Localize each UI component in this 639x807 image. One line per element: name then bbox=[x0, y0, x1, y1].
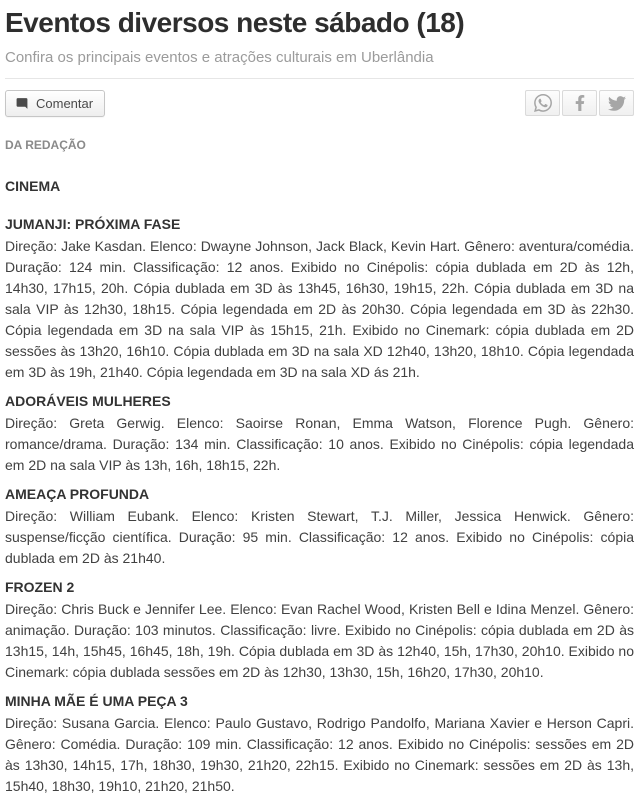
page-subtitle: Confira os principais eventos e atrações culturais em Uberlândia bbox=[5, 49, 434, 66]
movie-entry-ameaca-profunda bbox=[5, 486, 634, 569]
byline: DA REDAÇÃO bbox=[5, 138, 86, 152]
movie-details: Direção: Jake Kasdan. Elenco: Dwayne Johnson, Jack Black, Kevin Hart. Gênero: aventura/comédia. Duração: 124 min. Classificação: 12 anos. Exibido no Cinépolis: cópia dublada em 2D às 12h, 14h30, 17h15, 20h. Cópia dublada em 3D às 13h45, 16h30, 19h15, 22h. Cópia dublada em 3D na sala VIP às 12h30, 18h15. Cópia legendada em 2D às 20h30. Cópia legendada em 3D às 22h30. Cópia legendada em 3D na sala VIP às 15h15, 21h. Exibido no Cinemark: cópia dublada em 2D sessões às 13h20, 16h10. Cópia dublada em 3D na sala XD 12h40, 13h20, 18h10. Cópia legendada em 3D às 19h, 21h40. Cópia legendada em 3D na sala XD ás 21h. bbox=[5, 238, 634, 380]
header-divider bbox=[5, 78, 634, 79]
movie-title: JUMANJI: PRÓXIMA FASE bbox=[5, 216, 181, 232]
movie-title: FROZEN 2 bbox=[5, 579, 75, 595]
whatsapp-icon bbox=[534, 94, 552, 112]
movie-details: Direção: Chris Buck e Jennifer Lee. Elenco: Evan Rachel Wood, Kristen Bell e Idina Menzel. Gênero: animação. Duração: 103 minutos. Classificação: livre. Exibido no Cinépolis: cópia dublada em 2D às 13h15, 14h, 15h45, 16h45, 18h, 19h. Cópia dublada em 3D às 12h40, 15h, 17h30, 20h10. Exibido no Cinemark: cópia dublada sessões em 2D às 12h30, 13h30, 15h, 16h20, 17h30, 20h10. bbox=[5, 601, 634, 680]
movie-entry-adoraveis-mulheres bbox=[5, 393, 634, 476]
comment-button[interactable] bbox=[5, 90, 105, 117]
movie-title: ADORÁVEIS MULHERES bbox=[5, 393, 171, 409]
section-heading-cinema: CINEMA bbox=[5, 178, 61, 194]
article-header bbox=[5, 7, 634, 66]
twitter-share-button[interactable] bbox=[599, 90, 634, 116]
share-button-group bbox=[525, 90, 634, 116]
twitter-icon bbox=[608, 96, 626, 111]
comment-button-label: Comentar bbox=[36, 96, 94, 111]
movie-entry-frozen-2 bbox=[5, 579, 634, 683]
movie-details: Direção: Greta Gerwig. Elenco: Saoirse Ronan, Emma Watson, Florence Pugh. Gênero: romance/drama. Duração: 134 min. Classificação: 10 anos. Exibido no Cinépolis: cópia legendada em 2D na sala VIP às 13h, 16h, 18h15, 22h. bbox=[5, 415, 634, 473]
facebook-share-button[interactable] bbox=[562, 90, 597, 116]
movie-entry-jumanji bbox=[5, 216, 634, 383]
movie-title: MINHA MÃE É UMA PEÇA 3 bbox=[5, 693, 188, 709]
whatsapp-share-button[interactable] bbox=[525, 90, 560, 116]
movie-title: AMEAÇA PROFUNDA bbox=[5, 486, 150, 502]
facebook-icon bbox=[575, 94, 585, 112]
movie-details: Direção: Susana Garcia. Elenco: Paulo Gustavo, Rodrigo Pandolfo, Mariana Xavier e Herson Capri. Gênero: Comédia. Duração: 109 min. Classificação: 12 anos. Exibido no Cinépolis: sessões em 2D às 13h30, 14h15, 17h, 18h30, 19h30, 21h20, 22h15. Exibido no Cinemark: sessões em 2D às 13h, 15h40, 18h30, 19h10, 21h20, 21h50. bbox=[5, 715, 634, 794]
page-title: Eventos diversos neste sábado (18) bbox=[5, 7, 465, 38]
speech-bubble-icon bbox=[15, 97, 29, 110]
movie-details: Direção: William Eubank. Elenco: Kristen Stewart, T.J. Miller, Jessica Henwick. Gênero: suspense/ficção científica. Duração: 95 min. Classificação: 12 anos. Exibido no Cinépolis: cópia dublada em 2D às 21h40. bbox=[5, 508, 634, 566]
toolbar bbox=[5, 90, 634, 117]
movie-entry-minha-mae-e-uma-peca-3 bbox=[5, 693, 634, 797]
